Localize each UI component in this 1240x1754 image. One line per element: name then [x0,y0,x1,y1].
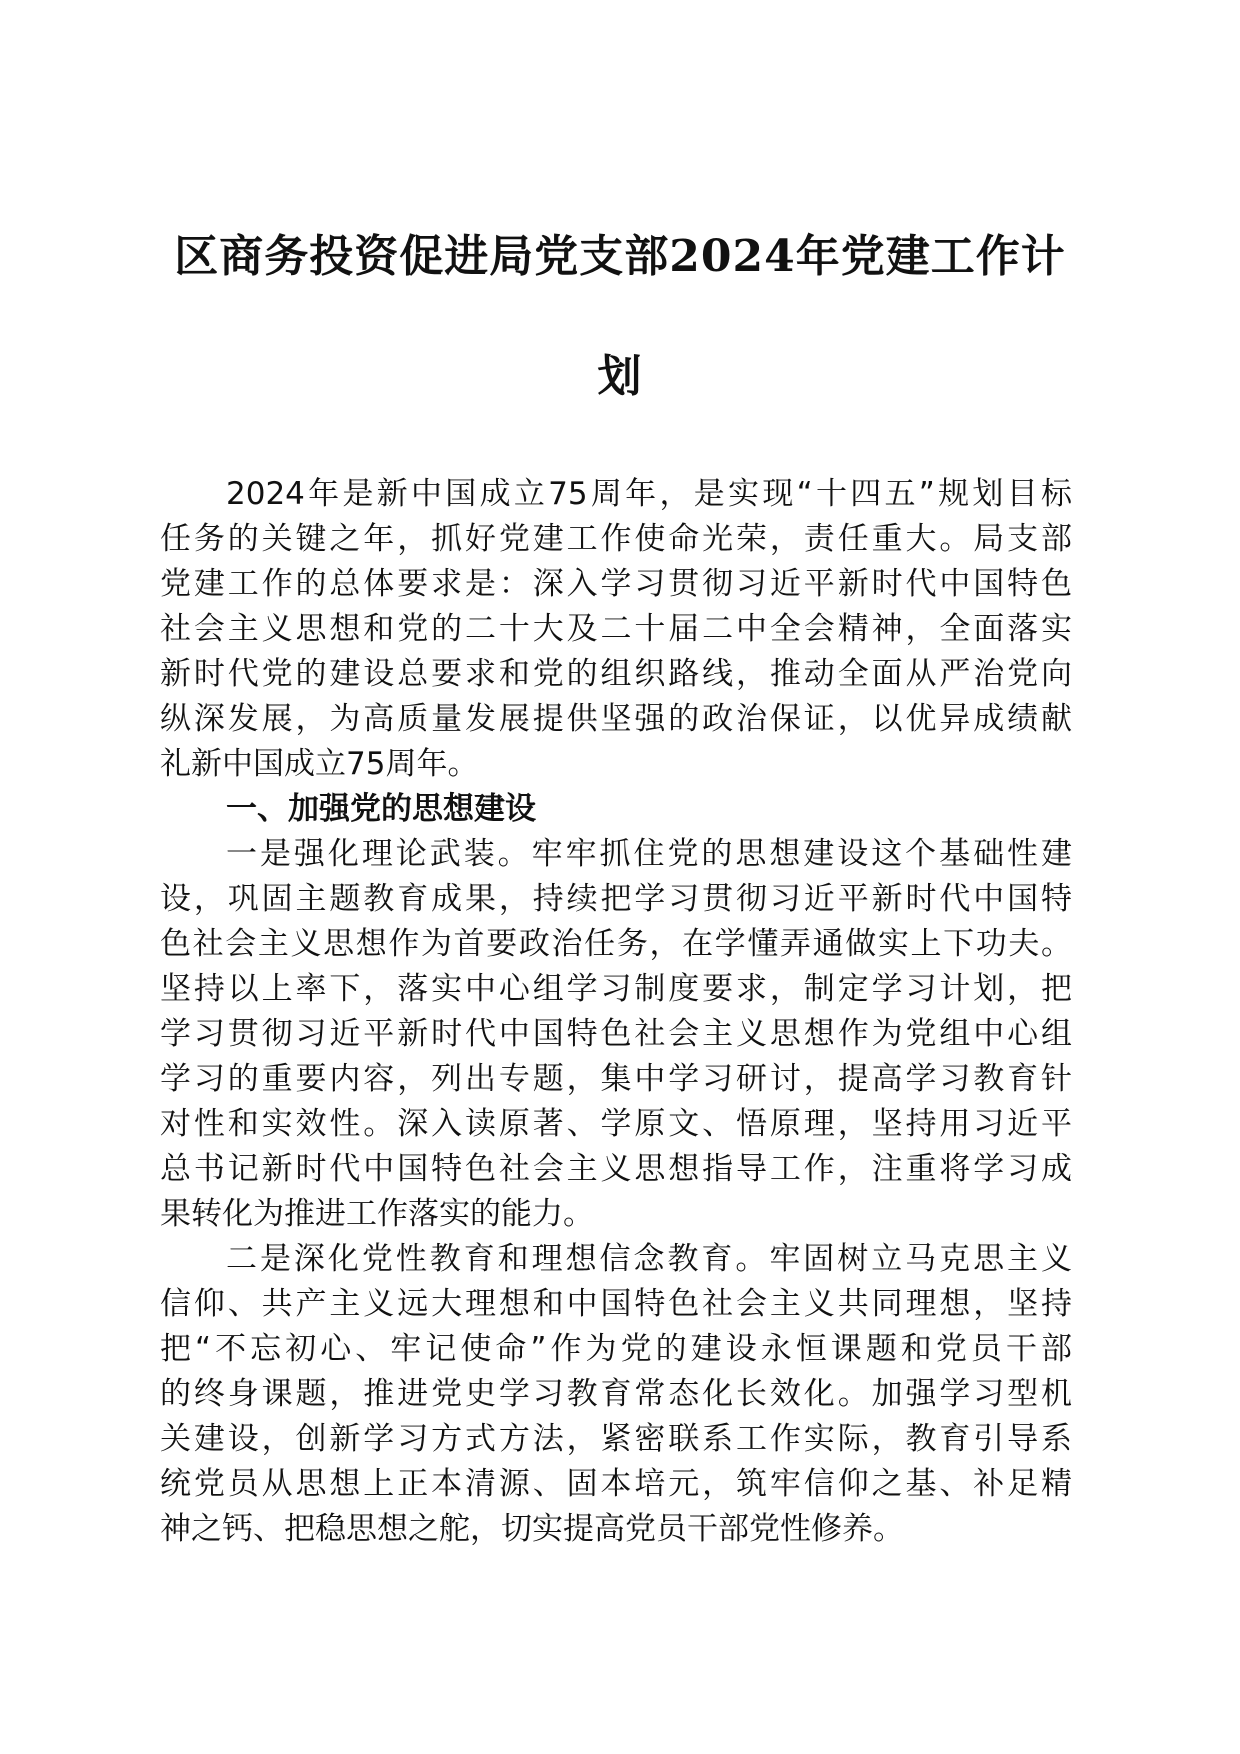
paragraph-line: 统党员从思想上正本清源、固本培元，筑牢信仰之基、补足精 [160,1466,1072,1502]
paragraph-line: 二是深化党性教育和理想信念教育。牢固树立马克思主义 [226,1241,1072,1277]
paragraph-line: 关建设，创新学习方式方法，紧密联系工作实际，教育引导系 [160,1421,1072,1457]
paragraph-line: 神之钙、把稳思想之舵，切实提高党员干部党性修养。 [160,1511,904,1547]
paragraph-line: 设，巩固主题教育成果，持续把学习贯彻习近平新时代中国特 [160,881,1072,917]
paragraph-line: 2024年是新中国成立75周年，是实现“十四五”规划目标 [226,476,1072,512]
paragraph-line: 新时代党的建设总要求和党的组织路线，推动全面从严治党向 [160,656,1072,692]
paragraph-theory [160,832,1072,1237]
paragraph-line: 党建工作的总体要求是：深入学习贯彻习近平新时代中国特色 [160,566,1072,602]
paragraph-line: 坚持以上率下，落实中心组学习制度要求，制定学习计划，把 [160,971,1072,1007]
section-heading [160,787,1072,832]
paragraph-party-spirit [160,1237,1072,1552]
section-heading-text: 一、加强党的思想建设 [226,791,536,827]
paragraph-line: 对性和实效性。深入读原著、学原文、悟原理，坚持用习近平 [160,1106,1072,1142]
document-title-line-1: 区商务投资促进局党支部2024年党建工作计 [174,231,1066,282]
paragraph-line: 色社会主义思想作为首要政治任务，在学懂弄通做实上下功夫。 [160,926,1072,962]
document-title-line-2: 划 [597,351,643,402]
paragraph-line: 礼新中国成立75周年。 [160,746,479,782]
paragraph-line: 果转化为推进工作落实的能力。 [160,1196,594,1232]
paragraph-line: 信仰、共产主义远大理想和中国特色社会主义共同理想，坚持 [160,1286,1072,1322]
intro-paragraph [160,472,1072,787]
paragraph-line: 任务的关键之年，抓好党建工作使命光荣，责任重大。局支部 [160,521,1072,557]
paragraph-line: 把“不忘初心、牢记使命”作为党的建设永恒课题和党员干部 [160,1331,1072,1367]
paragraph-line: 学习的重要内容，列出专题，集中学习研讨，提高学习教育针 [160,1061,1072,1097]
paragraph-line: 学习贯彻习近平新时代中国特色社会主义思想作为党组中心组 [160,1016,1072,1052]
paragraph-line: 社会主义思想和党的二十大及二十届二中全会精神，全面落实 [160,611,1072,647]
paragraph-line: 一是强化理论武装。牢牢抓住党的思想建设这个基础性建 [226,836,1072,872]
paragraph-line: 总书记新时代中国特色社会主义思想指导工作，注重将学习成 [160,1151,1072,1187]
paragraph-line: 纵深发展，为高质量发展提供坚强的政治保证，以优异成绩献 [160,701,1072,737]
paragraph-line: 的终身课题，推进党史学习教育常态化长效化。加强学习型机 [160,1376,1072,1412]
